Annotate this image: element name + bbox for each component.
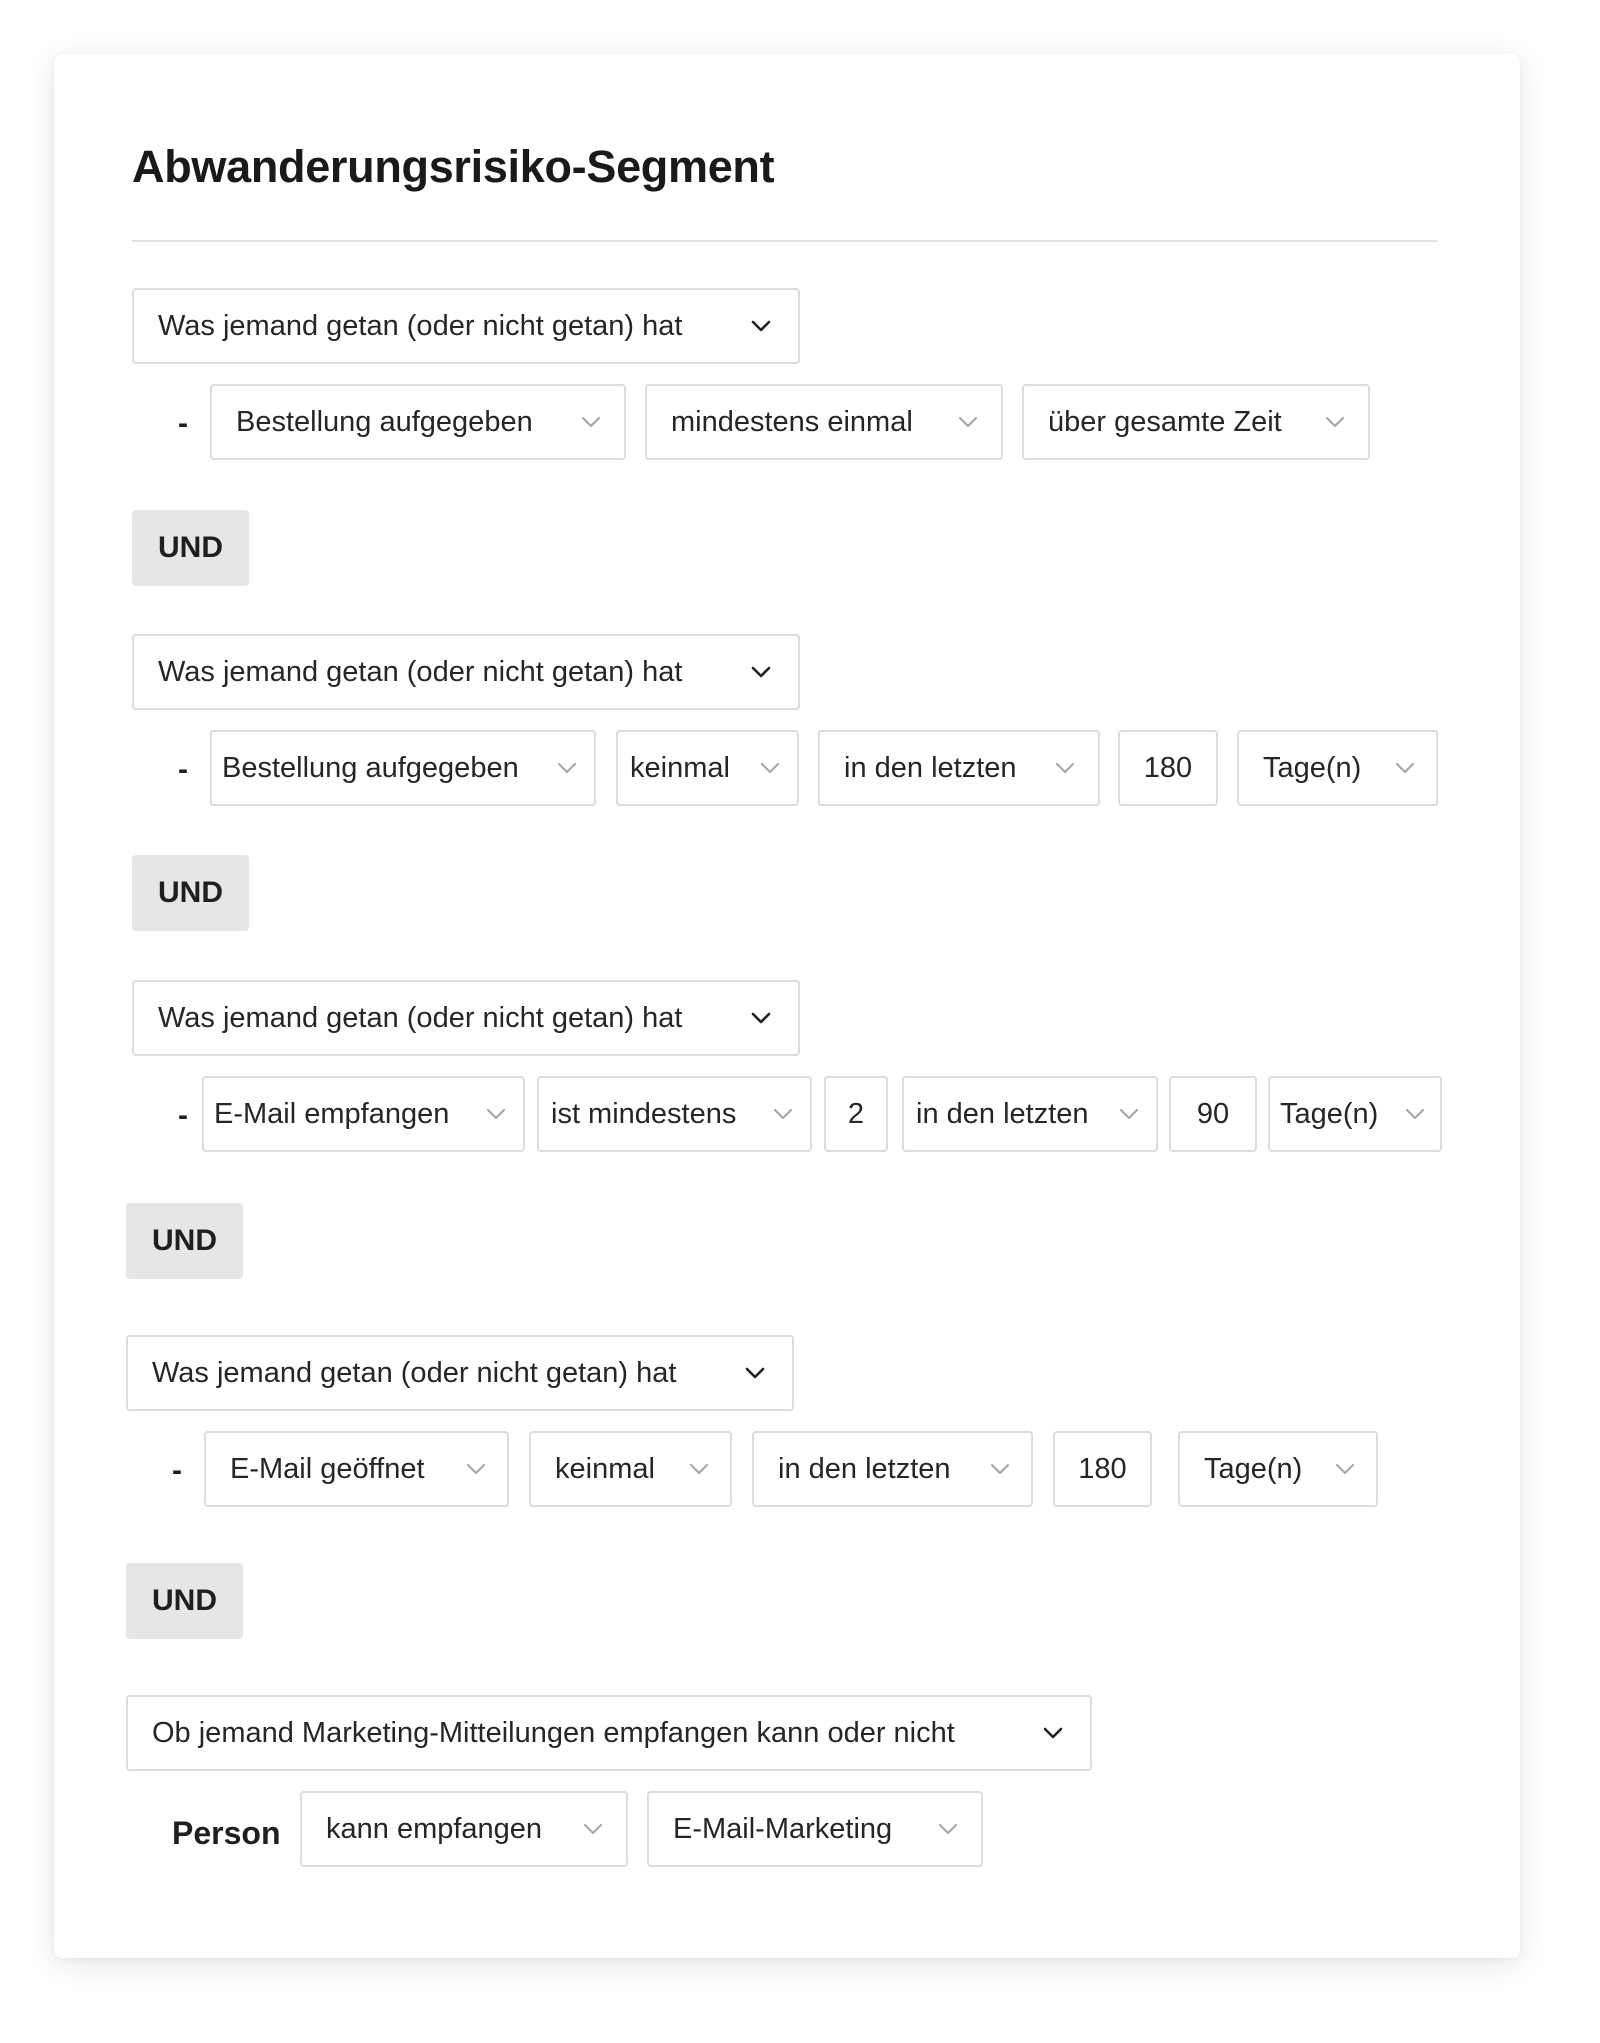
person-label: Person xyxy=(172,1815,281,1851)
timeframe-select-label: in den letzten xyxy=(778,1452,951,1485)
chevron-down-icon xyxy=(576,407,606,437)
unit-select[interactable] xyxy=(1178,1431,1378,1507)
event-select-label: Bestellung aufgegeben xyxy=(222,751,519,784)
frequency-select-label: keinmal xyxy=(555,1452,655,1485)
chevron-down-icon xyxy=(552,753,582,783)
unit-select-label: Tage(n) xyxy=(1204,1452,1303,1485)
row-dash: - xyxy=(178,1099,188,1132)
event-select-label: E-Mail empfangen xyxy=(214,1097,450,1130)
chevron-down-icon xyxy=(746,311,776,341)
chevron-down-icon xyxy=(1330,1454,1360,1484)
and-operator-button[interactable]: UND xyxy=(126,1563,243,1639)
condition-select-label: Was jemand getan (oder nicht getan) hat xyxy=(158,655,683,688)
chevron-down-icon xyxy=(746,1003,776,1033)
consent-select[interactable] xyxy=(300,1791,628,1867)
amount-input[interactable] xyxy=(1118,730,1218,806)
frequency-select[interactable] xyxy=(645,384,1003,460)
and-operator-button[interactable]: UND xyxy=(132,855,249,931)
frequency-select-label: mindestens einmal xyxy=(671,405,913,438)
channel-select-label: E-Mail-Marketing xyxy=(673,1812,893,1845)
chevron-down-icon xyxy=(746,657,776,687)
condition-select-5[interactable] xyxy=(126,1695,1092,1771)
chevron-down-icon xyxy=(1050,753,1080,783)
chevron-down-icon xyxy=(1320,407,1350,437)
count-input[interactable] xyxy=(824,1076,888,1152)
chevron-down-icon xyxy=(578,1814,608,1844)
page-title: Abwanderungsrisiko-Segment xyxy=(132,141,775,192)
chevron-down-icon xyxy=(461,1454,491,1484)
frequency-select-label: keinmal xyxy=(630,751,730,784)
chevron-down-icon xyxy=(933,1814,963,1844)
unit-select[interactable] xyxy=(1237,730,1438,806)
chevron-down-icon xyxy=(985,1454,1015,1484)
unit-select-label: Tage(n) xyxy=(1280,1097,1379,1130)
condition-select-label: Was jemand getan (oder nicht getan) hat xyxy=(152,1356,677,1389)
and-operator-button[interactable]: UND xyxy=(132,510,249,586)
frequency-select[interactable] xyxy=(529,1431,732,1507)
title-divider xyxy=(132,240,1438,242)
unit-select[interactable] xyxy=(1268,1076,1442,1152)
chevron-down-icon xyxy=(768,1099,798,1129)
event-select[interactable] xyxy=(210,730,596,806)
condition-select-2[interactable] xyxy=(132,634,800,710)
consent-select-label: kann empfangen xyxy=(326,1812,543,1845)
event-select[interactable] xyxy=(204,1431,509,1507)
event-select-label: E-Mail geöffnet xyxy=(230,1452,425,1485)
chevron-down-icon xyxy=(1400,1099,1430,1129)
chevron-down-icon xyxy=(1038,1718,1068,1748)
amount-input[interactable] xyxy=(1053,1431,1152,1507)
amount-input-value: 180 xyxy=(1078,1452,1127,1485)
timeframe-select[interactable] xyxy=(752,1431,1033,1507)
timeframe-select-label: über gesamte Zeit xyxy=(1048,405,1282,438)
chevron-down-icon xyxy=(684,1454,714,1484)
timeframe-select[interactable] xyxy=(818,730,1100,806)
condition-select-1[interactable] xyxy=(132,288,800,364)
chevron-down-icon xyxy=(953,407,983,437)
unit-select-label: Tage(n) xyxy=(1263,751,1362,784)
condition-select-label: Ob jemand Marketing-Mitteilungen empfangen kann oder nicht xyxy=(152,1716,955,1749)
amount-input[interactable] xyxy=(1169,1076,1257,1152)
condition-select-label: Was jemand getan (oder nicht getan) hat xyxy=(158,309,683,342)
event-select-label: Bestellung aufgegeben xyxy=(236,405,533,438)
amount-input-value: 90 xyxy=(1196,1097,1230,1130)
chevron-down-icon xyxy=(740,1358,770,1388)
chevron-down-icon xyxy=(1390,753,1420,783)
chevron-down-icon xyxy=(481,1099,511,1129)
event-select[interactable] xyxy=(210,384,626,460)
chevron-down-icon xyxy=(1114,1099,1144,1129)
condition-select-4[interactable] xyxy=(126,1335,794,1411)
chevron-down-icon xyxy=(755,753,785,783)
timeframe-select[interactable] xyxy=(1022,384,1370,460)
frequency-select-label: ist mindestens xyxy=(551,1097,737,1130)
frequency-select[interactable] xyxy=(616,730,799,806)
timeframe-select[interactable] xyxy=(902,1076,1158,1152)
row-dash: - xyxy=(178,753,188,786)
channel-select[interactable] xyxy=(647,1791,983,1867)
condition-select-3[interactable] xyxy=(132,980,800,1056)
event-select[interactable] xyxy=(202,1076,525,1152)
condition-select-label: Was jemand getan (oder nicht getan) hat xyxy=(158,1001,683,1034)
row-dash: - xyxy=(178,407,188,440)
timeframe-select-label: in den letzten xyxy=(916,1097,1089,1130)
amount-input-value: 180 xyxy=(1143,751,1193,784)
and-operator-button[interactable]: UND xyxy=(126,1203,243,1279)
frequency-select[interactable] xyxy=(537,1076,812,1152)
timeframe-select-label: in den letzten xyxy=(844,751,1017,784)
count-input-value: 2 xyxy=(847,1097,865,1130)
row-dash: - xyxy=(172,1454,182,1487)
